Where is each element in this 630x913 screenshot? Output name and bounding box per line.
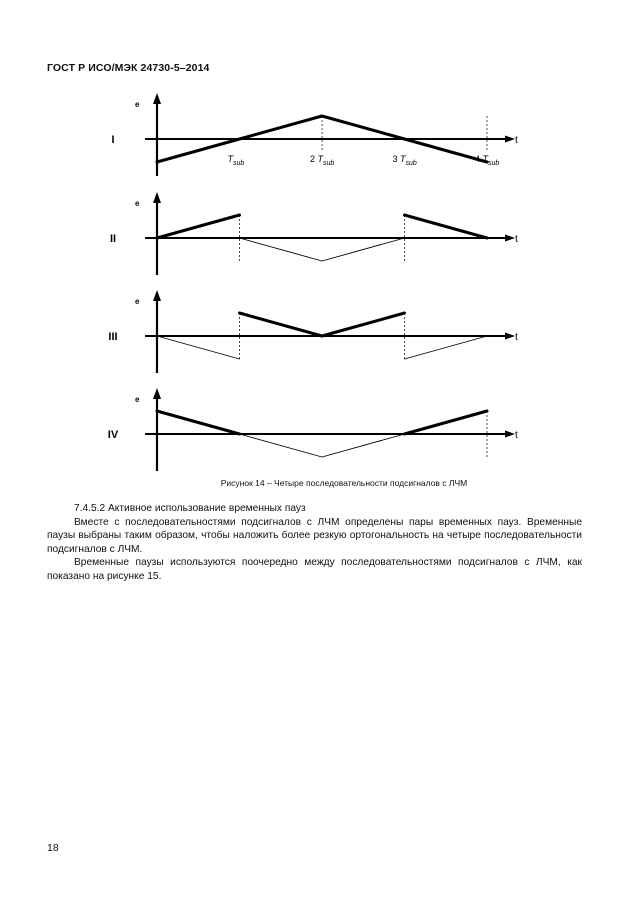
x-axis-arrow — [505, 431, 515, 438]
paragraph-2: Временные паузы используются поочередно между последовательностями подсигналов с ЛЧМ, как показано на рисунке 15. — [47, 557, 582, 582]
signal-segment — [322, 238, 405, 261]
figure-caption: Рисунок 14 – Четыре последовательности подсигналов с ЛЧМ — [220, 478, 468, 488]
body-text — [47, 502, 582, 584]
y-axis-arrow — [153, 93, 161, 104]
y-axis-arrow — [153, 290, 161, 301]
y-axis-arrow — [153, 192, 161, 203]
paragraph-1: Вместе с последовательностями подсигналов с ЛЧМ определены пары временных пауз. Временные паузы выбраны таким образом, чтобы наложить более резкую ортогональность на четыре последовательности подсигналов с ЛЧМ. — [47, 516, 582, 555]
signal-segment — [405, 411, 488, 434]
x-axis-arrow — [505, 136, 515, 143]
panel-3 — [108, 290, 518, 373]
signal-segment — [240, 313, 323, 336]
y-axis-label: e — [135, 395, 140, 404]
x-axis-label: t — [515, 430, 518, 441]
panel-label: I — [111, 134, 115, 146]
panel-label: II — [109, 233, 117, 245]
panel-4 — [108, 388, 518, 471]
tick-label: $T_{sub}$ — [227, 154, 245, 167]
y-axis-label: e — [135, 100, 140, 109]
signal-segment — [322, 434, 405, 457]
document-header: ГОСТ Р ИСО/МЭК 24730-5–2014 — [47, 62, 210, 74]
y-axis-arrow — [153, 388, 161, 399]
panel-2 — [110, 192, 518, 275]
signal-segment — [157, 215, 240, 238]
x-axis-label: t — [515, 135, 518, 146]
y-axis-label: e — [135, 297, 140, 306]
y-axis-label: e — [135, 199, 140, 208]
signal-segment — [405, 215, 488, 238]
signal-segment — [405, 336, 488, 359]
tick-labels — [228, 154, 500, 167]
x-axis-label: t — [515, 234, 518, 245]
tick-label: 2 $T_{sub}$ — [310, 154, 335, 167]
signal-segment — [322, 116, 405, 139]
signal-segment — [240, 434, 323, 457]
section-heading: 7.4.5.2 Активное использование временных пауз — [74, 503, 306, 514]
panel-label: IV — [107, 429, 119, 441]
signal-segment — [240, 238, 323, 261]
x-axis-arrow — [505, 235, 515, 242]
signal-segment — [157, 411, 240, 434]
x-axis-label: t — [515, 332, 518, 343]
signal-segment — [157, 336, 240, 359]
signal-segment — [322, 313, 405, 336]
tick-label: 4 $T_{sub}$ — [475, 154, 500, 167]
signal-segment — [240, 116, 323, 139]
tick-label: 3 $T_{sub}$ — [392, 154, 417, 167]
x-axis-arrow — [505, 333, 515, 340]
panel-label: III — [108, 331, 118, 343]
page-number: 18 — [47, 842, 59, 854]
